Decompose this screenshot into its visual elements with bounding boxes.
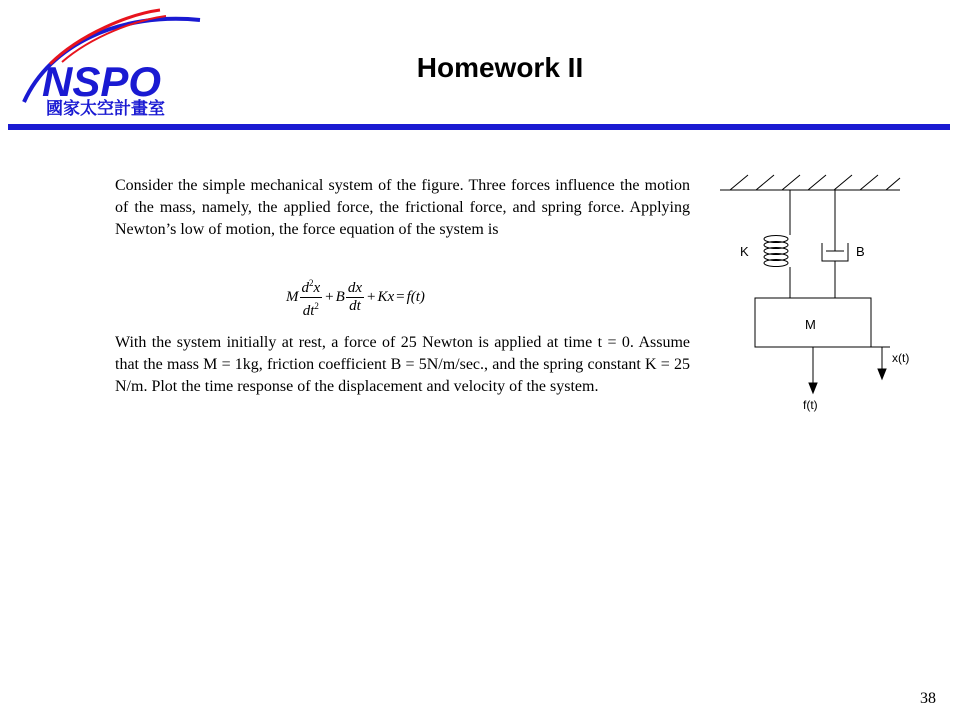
- spring-label: K: [740, 244, 749, 259]
- ceiling: [720, 175, 900, 190]
- eq-dt2: dt: [302, 302, 315, 319]
- problem-paragraph-2: With the system initially at rest, a force of 25 Newton is applied at time t = 0. Assume that the mass M = 1kg, friction coefficient B = 5N/m/sec., and the spring constant K = 25 N/m. Plot the time response of the displacement and velocity of the system.: [115, 334, 690, 395]
- eq-first-derivative: [346, 280, 364, 315]
- eq-mass: M: [286, 288, 299, 305]
- nspo-logo: [10, 4, 210, 120]
- eq-damping: B: [335, 288, 345, 305]
- page-number: 38: [920, 690, 936, 707]
- force-equation: M $\frac{d^2x}{dt^2}$ + B $\frac{dx}{dt}$ + Kx = f(t): [286, 276, 456, 318]
- damper: [822, 190, 848, 298]
- eq-dt: dt: [349, 297, 361, 314]
- force-arrow: [809, 347, 817, 393]
- damper-label: B: [856, 244, 865, 259]
- eq-second-derivative: $\frac{d^2x}{dt^2}$: [300, 275, 323, 320]
- displacement-arrow: [871, 347, 890, 379]
- eq-dx: dx: [347, 279, 362, 296]
- problem-paragraph-1: Consider the simple mechanical system of the figure. Three forces influence the motion of the mass, namely, the applied force, the frictional force, and spring force. Applying Newton’s low of motion, the force equation of the system is: [115, 177, 690, 238]
- eq-force: f(t): [406, 288, 425, 305]
- displacement-label: x(t): [892, 351, 910, 365]
- page-title: Homework II: [416, 52, 584, 83]
- eq-spring-term: Kx: [377, 288, 395, 305]
- header-divider: [8, 124, 950, 130]
- force-label: f(t): [803, 398, 818, 412]
- logo-wordmark: NSPO: [42, 58, 162, 105]
- mass-spring-damper-diagram: [710, 165, 940, 425]
- eq-d2: d: [301, 279, 309, 296]
- mass-label: M: [805, 317, 816, 332]
- logo-subtitle: 國家太空計畫室: [46, 99, 165, 119]
- eq-x: x: [313, 279, 321, 296]
- spring: [764, 190, 790, 298]
